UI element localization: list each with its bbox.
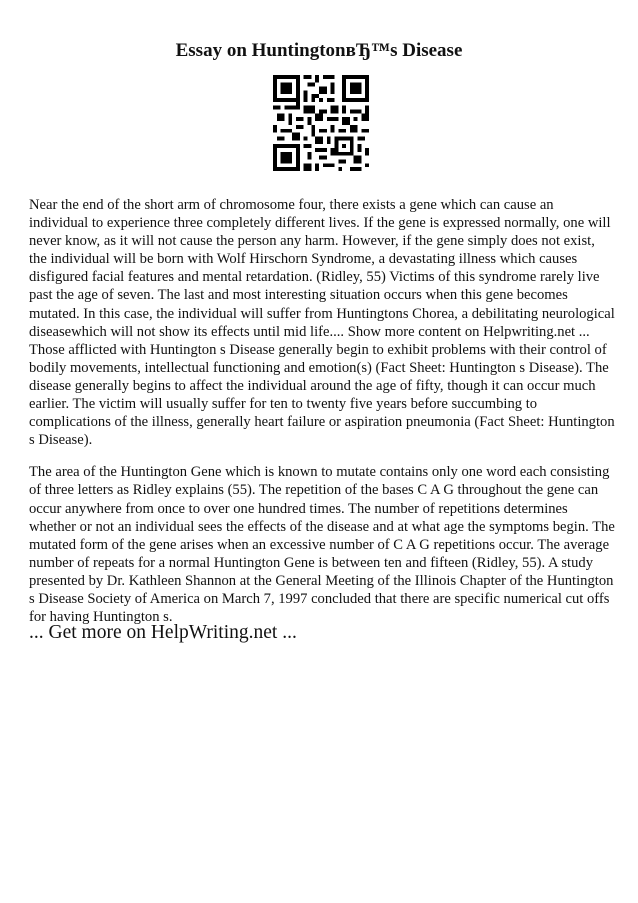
qr-code-icon [273,75,369,171]
get-more-link[interactable]: ... Get more on HelpWriting.net ... [29,622,297,643]
essay-paragraph-1: Near the end of the short arm of chromosome four, there exists a gene which can cause an individual to experience three completely different lives. If the gene is expressed normally, one will never know, as it will not cause the person any harm. However, if the gene simply does not exist, the individual will be born with Wolf Hirschorn Syndrome, a devastating illness which causes disfigured facial features and mental retardation. (Ridley, 55) Victims of this syndrome rarely live past the age of seven. The last and most interesting situation occurs when this gene becomes mutated. In this case, the individual will suffer from Huntingtons Chorea, a debilitating neurological diseasewhich will not show its effects until mid life.... Show more content on Helpwriting.net ... Those afflicted with Huntington s Disease generally begin to exhibit problems with their control of bodily movements, intellectual functioning and emotion(s) (Fact Sheet: Huntington s Disease). The disease generally begins to affect the individual around the age of fifty, though it can occur much earlier. The victim will usually suffer for ten to twenty five years before succumbing to complications of the illness, generally heart failure or aspiration pneumonia (Fact Sheet: Huntington s Disease). [29,197,615,449]
page-title: Essay on HuntingtonвЂ™s Disease [175,40,463,61]
essay-body [29,196,615,640]
essay-paragraph-2: The area of the Huntington Gene which is known to mutate contains only one word each consisting of three letters as Ridley explains (55). The repetition of the bases C A G throughout the gene can occur anywhere from once to over one hundred times. The number of repetitions determines whether or not an individual sees the effects of the disease and at what age the symptoms begin. The mutated form of the gene arises when an excessive number of C A G repetitions occur. The average number of repeats for a normal Huntington Gene is between ten and fifteen (Ridley, 55). A study presented by Dr. Kathleen Shannon at the General Meeting of the Illinois Chapter of the Huntington s Disease Society of America on March 7, 1997 concluded that there are specific numerical cut offs for having Huntington s. [29,464,615,626]
